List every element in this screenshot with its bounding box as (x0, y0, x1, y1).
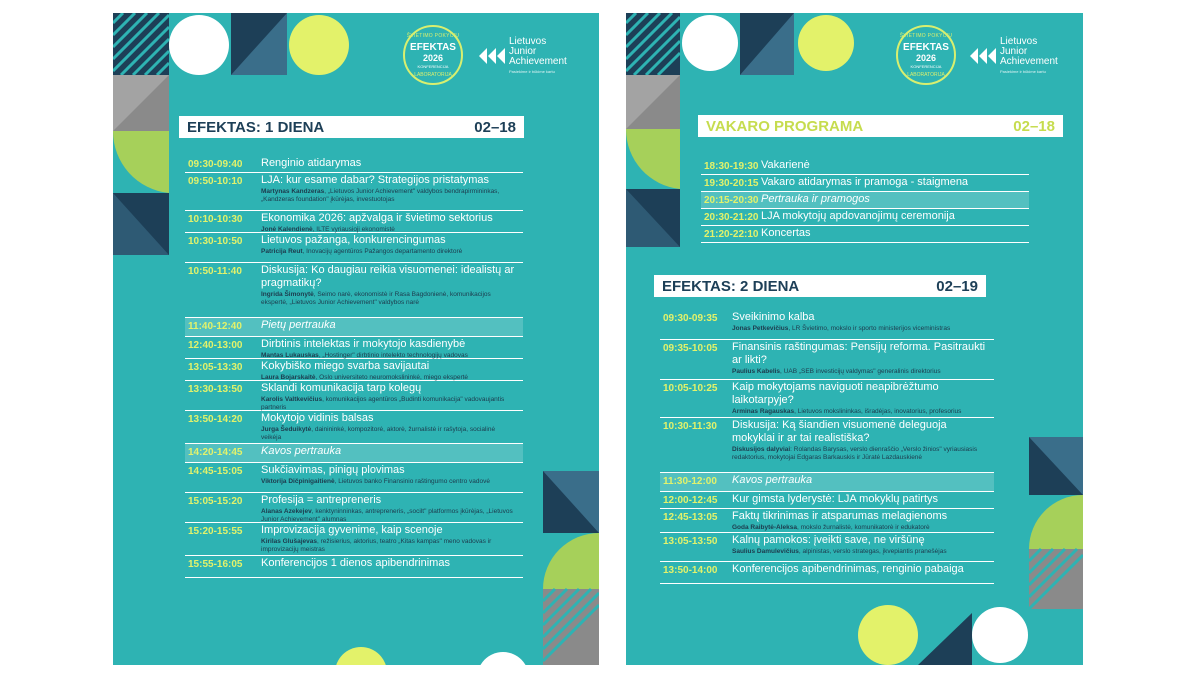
speaker-role: , „Hostinger" dirbtinio intelekto technologijų vadovas (318, 352, 468, 359)
schedule-row (660, 418, 994, 473)
speaker-info (732, 368, 988, 376)
badge-top-text: ŠVIETIMO POKYČIŲ (406, 33, 460, 39)
efektas-badge-logo (896, 25, 956, 85)
speaker-info (261, 396, 517, 412)
lja-triangles-icon (479, 44, 505, 68)
session-title: Sveikinimo kalba (732, 311, 815, 323)
session-time: 12:45-13:05 (663, 512, 718, 523)
session-title: Koncertas (761, 227, 811, 239)
speaker-role: , Seimo narė, ekonomistė ir Rasa Bagdonienė, komunikacijos ekspertė, „Lietuvos Junior Achievement" valdybos narė (261, 291, 491, 306)
schedule-row (701, 226, 1029, 243)
speaker-role: , LR Švietimo, mokslo ir sporto ministerijos viceministras (788, 325, 951, 332)
session-title: LJA: kur esame dabar? Strategijos pristatymas (261, 174, 490, 186)
lja-logo (479, 37, 567, 74)
session-time: 11:30-12:00 (663, 476, 717, 487)
speaker-role: , dainininkė, kompozitorė, aktorė, žurnalistė ir rašytoja, socialinė veikėja (261, 426, 496, 441)
speaker-name: Paulius Kabelis (732, 368, 781, 375)
speaker-info (261, 538, 517, 554)
session-title: Kur gimsta lyderystė: LJA mokyklų patirtys (732, 493, 939, 505)
session-time: 10:30-11:30 (663, 421, 717, 432)
day2-date: 02–19 (936, 277, 978, 295)
speaker-role: , alpinistas, verslo strategas, įkvepiantis pranešėjas (798, 548, 947, 555)
session-time: 12:00-12:45 (663, 495, 718, 506)
speaker-role: , Oslo universiteto neuromokslininkė, miego ekspertė (315, 374, 469, 381)
schedule-row (185, 556, 523, 578)
speaker-info (261, 248, 517, 256)
speaker-name: Mantas Lukauskas (261, 352, 319, 359)
schedule-row (185, 337, 523, 359)
speaker-info (261, 188, 517, 204)
session-time: 11:40-12:40 (188, 321, 242, 332)
speaker-role: , „Lietuvos Junior Achievement" valdybos bendrapirmininkas, „Kandzeras foundation" įkūrėjas, investuotojas (261, 188, 500, 203)
schedule-row (701, 158, 1029, 175)
schedule-row (660, 380, 994, 418)
session-title: Diskusija: Ko daugiau reikia visuomenei: idealistų ar pragmatikų? (261, 264, 515, 289)
schedule-row (185, 444, 523, 463)
session-time: 13:50-14:20 (188, 414, 243, 425)
session-title: Konferencijos apibendrinimas, renginio pabaiga (732, 563, 964, 575)
speaker-name: Arminas Ragauskas (732, 408, 795, 415)
speaker-role: , Lietuvos banko Finansinio raštingumo centro vadovė (334, 478, 490, 485)
speaker-name: Viktorija Dičpinigaitienė (261, 478, 335, 485)
session-time: 19:30-20:15 (704, 178, 759, 189)
session-title: Finansinis raštingumas: Pensijų reforma. Pasitraukti ar likti? (732, 341, 986, 366)
day2-title-bar (654, 275, 986, 297)
speaker-name: Jurga Šeduikytė (261, 426, 312, 433)
badge-top-text: ŠVIETIMO POKYČIŲ (899, 33, 953, 39)
session-time: 14:20-14:45 (188, 447, 243, 458)
speaker-role: , UAB „SEB investicijų valdymas" generalinis direktorius (780, 368, 941, 375)
session-time: 13:50-14:00 (663, 565, 718, 576)
speaker-name: Alanas Azekejev (261, 508, 312, 515)
speaker-info (732, 325, 988, 333)
evening-title-bar (698, 115, 1063, 137)
schedule-row (185, 359, 523, 381)
schedule-row (185, 211, 523, 233)
schedule-row (185, 173, 523, 211)
session-title: Mokytojo vidinis balsas (261, 412, 374, 424)
session-time: 10:10-10:30 (188, 214, 243, 225)
session-title: Renginio atidarymas (261, 157, 362, 169)
session-title: Kaip mokytojams naviguoti neapibrėžtumo laikotarpyje? (732, 381, 939, 406)
speaker-role: , ILTE vyriausioji ekonomistė (312, 226, 395, 233)
session-title: Sukčiavimas, pinigų plovimas (261, 464, 405, 476)
badge-bottom-text: LABORATORIJA (907, 72, 945, 78)
session-time: 13:30-13:50 (188, 384, 243, 395)
badge-main-text: EFEKTAS (410, 42, 456, 53)
lja-name-line2: Junior (509, 46, 537, 57)
speaker-info (732, 524, 988, 532)
speaker-role: , Lietuvos mokslininkas, išradėjas, inovatorius, profesorius (794, 408, 962, 415)
session-time: 09:30-09:35 (663, 313, 718, 324)
session-title: Kokybiško miego svarba savijautai (261, 360, 430, 372)
speaker-role: , komunikacijos agentūros „Budinti komunikacija" vadovaujantis partneris (261, 396, 505, 411)
schedule-row (185, 156, 523, 173)
session-title: Pertrauka ir pramogos (761, 193, 870, 205)
schedule-row (660, 533, 994, 562)
session-title: Vakarienė (761, 159, 810, 171)
session-title: LJA mokytojų apdovanojimų ceremonija (761, 210, 955, 222)
schedule-row (660, 492, 994, 509)
schedule-row (660, 310, 994, 340)
session-title: Dirbtinis intelektas ir mokytojo kasdienybė (261, 338, 466, 350)
speaker-info (261, 478, 517, 486)
session-title: Profesija = antrepreneris (261, 494, 382, 506)
speaker-role: , mokslo žurnalistė, komunikatorė ir edukatorė (797, 524, 930, 531)
speaker-info (732, 446, 988, 462)
day1-schedule (185, 156, 523, 578)
session-title: Diskusija: Ką šiandien visuomenė deleguoja mokyklai ir ar tai realistiška? (732, 419, 947, 444)
speaker-role: , režisierius, aktorius, teatro „Kitas kampas" meno vadovas ir improvizacijų meistras (261, 538, 492, 553)
badge-bottom-text: LABORATORIJA (414, 72, 452, 78)
speaker-name: Goda Raibytė-Aleksa (732, 524, 798, 531)
day1-poster (113, 13, 599, 665)
session-time: 14:45-15:05 (188, 466, 243, 477)
schedule-row (185, 493, 523, 523)
day1-date: 02–18 (474, 118, 516, 136)
session-time: 10:50-11:40 (188, 266, 242, 277)
schedule-row (660, 509, 994, 533)
speaker-name: Jonas Petkevičius (732, 325, 789, 332)
session-time: 09:35-10:05 (663, 343, 718, 354)
schedule-row (185, 233, 523, 263)
session-title: Kavos pertrauka (732, 474, 813, 486)
session-title: Kavos pertrauka (261, 445, 342, 457)
speaker-role: : Rolandas Barysas, verslo dienraščio „Verslo žinios" vyriausiasis redaktorius, mokytojai Edgaras Barkauskis ir Jūratė Lazdauskienė (732, 446, 978, 461)
session-time: 20:15-20:30 (704, 195, 759, 206)
schedule-row (701, 192, 1029, 209)
session-title: Lietuvos pažanga, konkurencingumas (261, 234, 446, 246)
session-time: 20:30-21:20 (704, 212, 759, 223)
day1-title-bar (179, 116, 524, 138)
session-time: 10:30-10:50 (188, 236, 243, 247)
session-time: 13:05-13:50 (663, 536, 718, 547)
session-time: 18:30-19:30 (704, 161, 759, 172)
schedule-row (185, 523, 523, 556)
session-title: Ekonomika 2026: apžvalga ir švietimo sektorius (261, 212, 493, 224)
speaker-name: Diskusijos dalyviai (732, 446, 791, 453)
speaker-info (261, 508, 517, 524)
session-title: Vakaro atidarymas ir pramoga - staigmena (761, 176, 969, 188)
badge-year-text: 2026 (915, 53, 937, 63)
session-time: 15:55-16:05 (188, 559, 243, 570)
lja-name-line1: Lietuvos (509, 36, 547, 47)
day1-title: EFEKTAS: 1 DIENA (187, 118, 325, 136)
speaker-role: , kenktyninninkas, antrepreneris, „socilt" platformos įkūrėjas, „Lietuvos Junior Achievement" alumnas (261, 508, 513, 523)
session-time: 09:30-09:40 (188, 159, 243, 170)
schedule-row (701, 209, 1029, 226)
speaker-info (732, 408, 988, 416)
evening-title: VAKARO PROGRAMA (706, 117, 864, 135)
session-title: Pietų pertrauka (261, 319, 336, 331)
schedule-row (185, 263, 523, 318)
schedule-row (701, 175, 1029, 192)
day2-schedule (660, 310, 994, 584)
speaker-name: Patricija Reut (261, 248, 303, 255)
badge-year-text: 2026 (422, 53, 444, 63)
speaker-info (261, 291, 517, 307)
schedule-row (660, 473, 994, 492)
schedule-row (660, 562, 994, 584)
speaker-name: Kirilas Glušajevas (261, 538, 318, 545)
lja-tagline: Pasiekime ir būkime kartu (509, 69, 555, 74)
session-title: Konferencijos 1 dienos apibendrinimas (261, 557, 450, 569)
badge-sub-text: KONFERENCIJA (417, 64, 449, 69)
evening-date: 02–18 (1013, 117, 1055, 135)
session-time: 09:50-10:10 (188, 176, 243, 187)
speaker-info (732, 548, 988, 556)
speaker-name: Jonė Kalendienė (261, 226, 313, 233)
session-time: 13:05-13:30 (188, 362, 243, 373)
lja-logo (970, 37, 1058, 74)
evening-schedule (701, 158, 1029, 243)
speaker-role: , Inovacijų agentūros Pažangos departamento direktorė (302, 248, 463, 255)
speaker-name: Saulius Damulevičius (732, 548, 799, 555)
session-time: 10:05-10:25 (663, 383, 718, 394)
day2-poster (626, 13, 1083, 665)
lja-name-line1: Lietuvos (1000, 36, 1038, 47)
speaker-name: Laura Bojarskaitė (261, 374, 316, 381)
lja-triangles-icon (970, 44, 996, 68)
efektas-badge-logo (403, 25, 463, 85)
session-time: 12:40-13:00 (188, 340, 243, 351)
badge-sub-text: KONFERENCIJA (910, 64, 942, 69)
speaker-info (261, 426, 517, 442)
day2-title: EFEKTAS: 2 DIENA (662, 277, 800, 295)
session-title: Kalnų pamokos: įveikti save, ne viršūnę (732, 534, 925, 546)
speaker-name: Karolis Valtkevičius (261, 396, 323, 403)
session-time: 21:20-22:10 (704, 229, 759, 240)
lja-name-line3: Achievement (1000, 56, 1058, 67)
session-title: Faktų tikrinimas ir atsparumas melagienoms (732, 510, 948, 522)
schedule-row (185, 381, 523, 411)
session-time: 15:05-15:20 (188, 496, 243, 507)
lja-tagline: Pasiekime ir būkime kartu (1000, 69, 1046, 74)
schedule-row (185, 463, 523, 493)
lja-name-line2: Junior (1000, 46, 1028, 57)
lja-name-line3: Achievement (509, 56, 567, 67)
schedule-row (185, 411, 523, 444)
session-time: 15:20-15:55 (188, 526, 243, 537)
schedule-row (660, 340, 994, 380)
speaker-name: Ingrida Šimonytė (261, 291, 314, 298)
schedule-row (185, 318, 523, 337)
session-title: Sklandi komunikacija tarp kolegų (261, 382, 422, 394)
badge-main-text: EFEKTAS (903, 42, 949, 53)
speaker-name: Martynas Kandzeras (261, 188, 325, 195)
session-title: Improvizacija gyvenime, kaip scenoje (261, 524, 443, 536)
